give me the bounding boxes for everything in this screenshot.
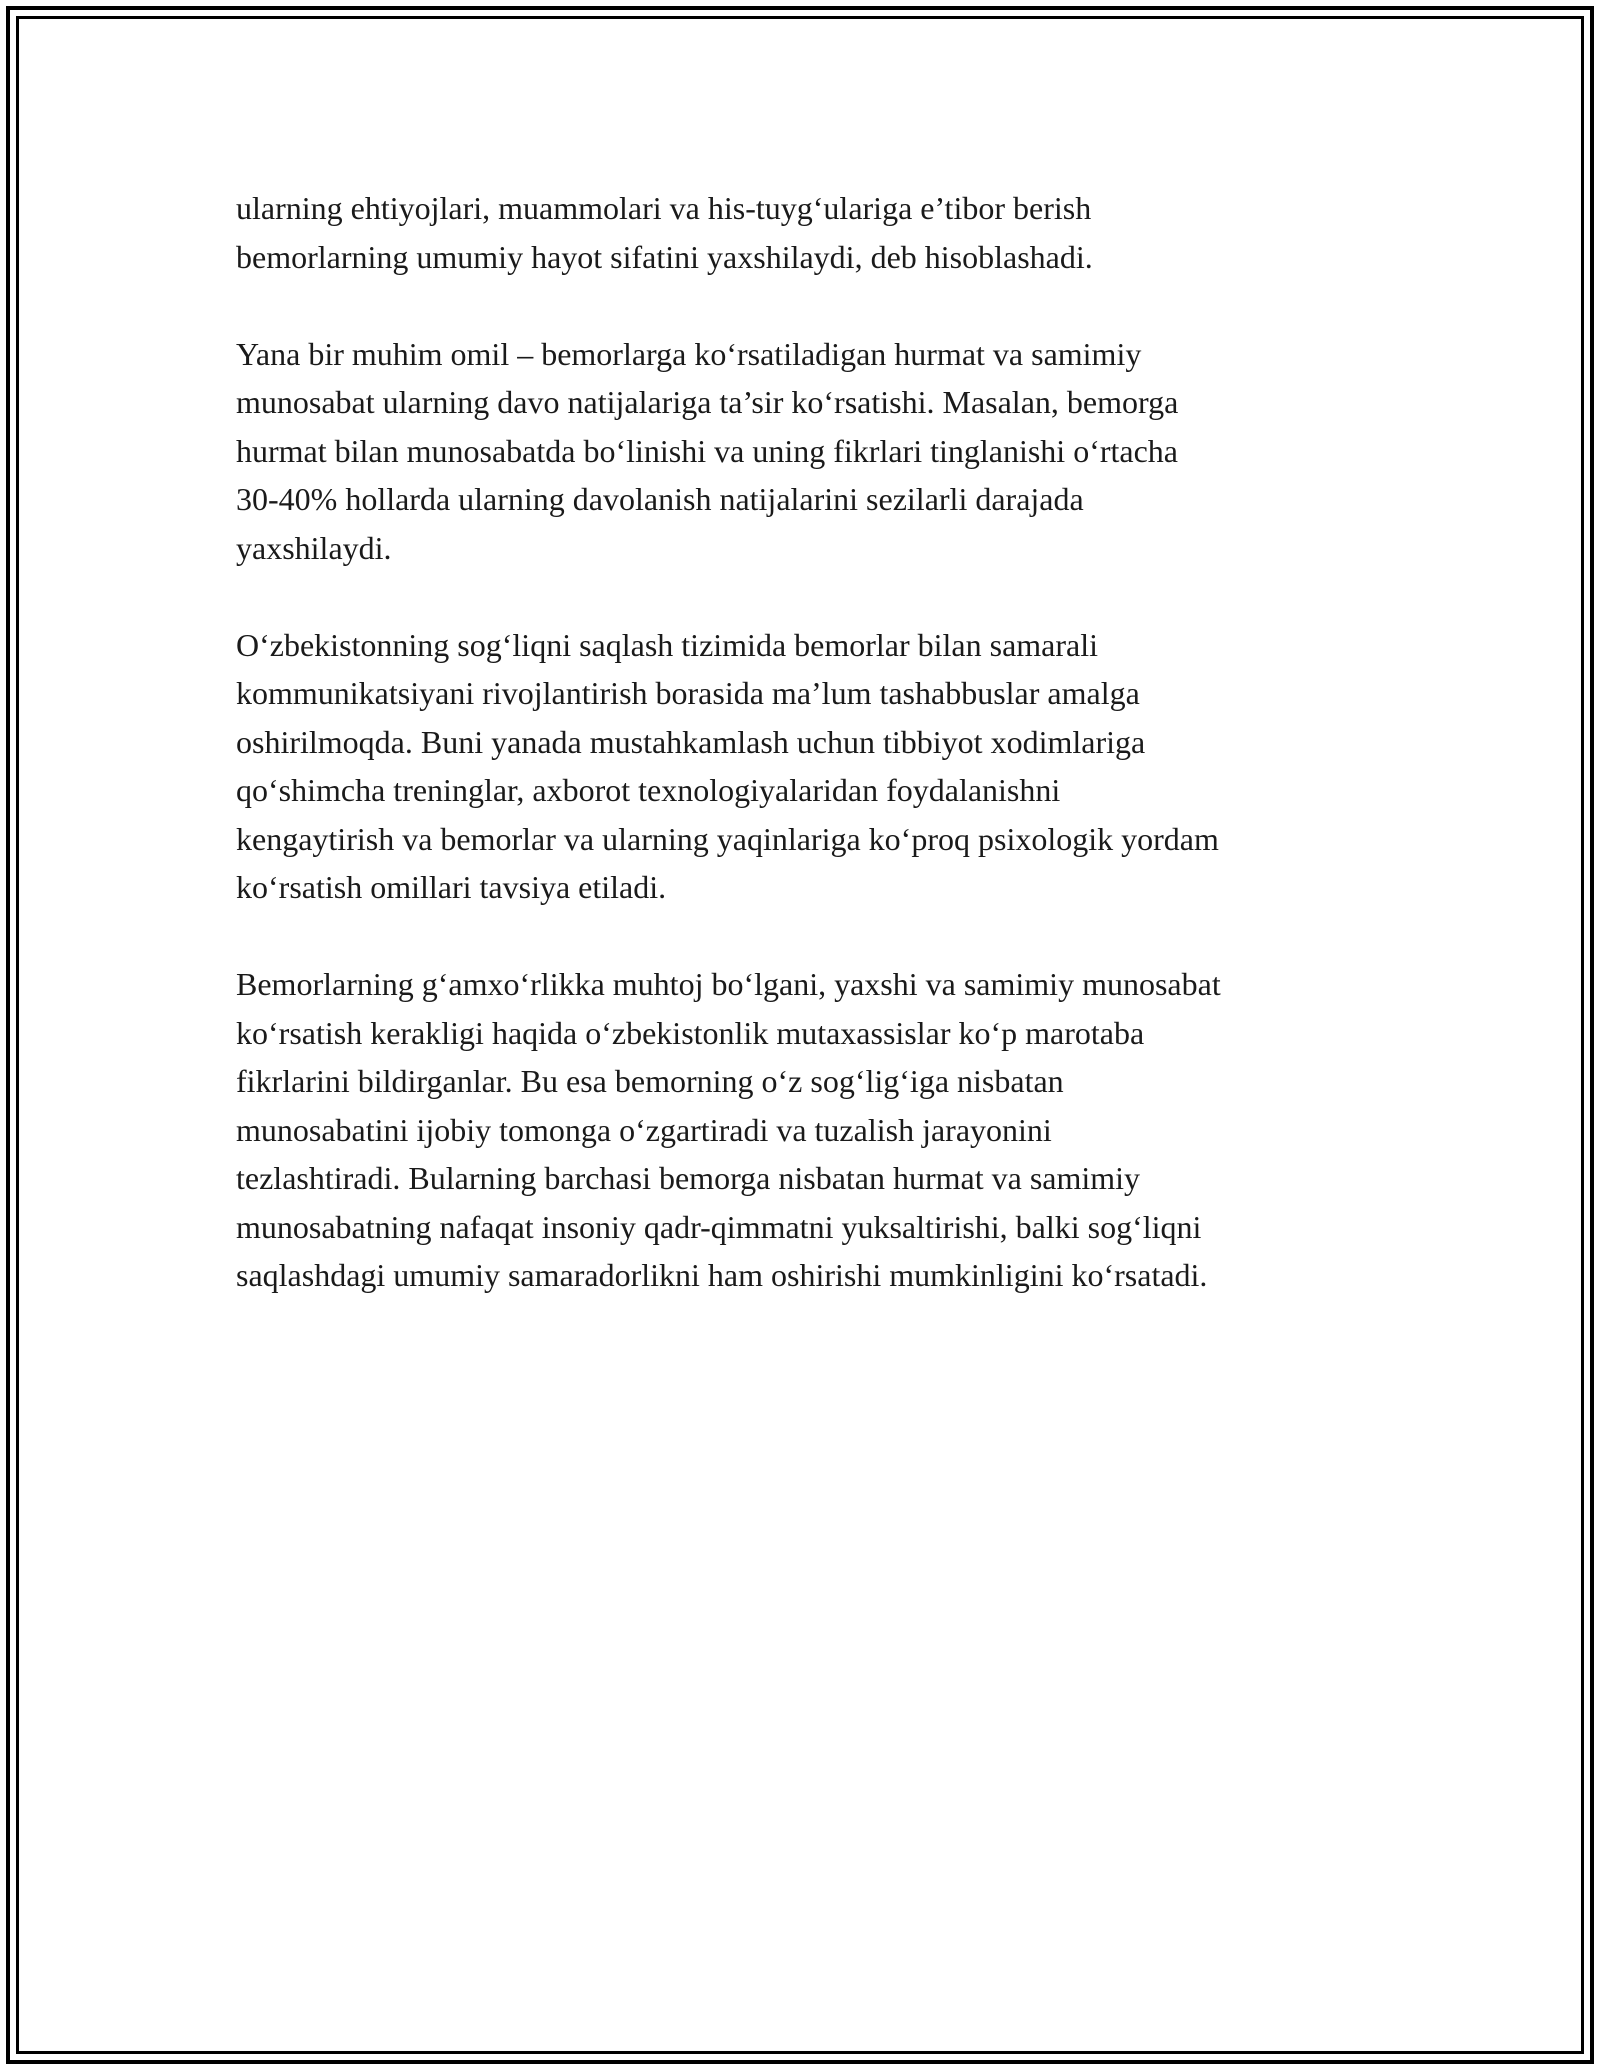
text-line: ularning ehtiyojlari, muammolari va his-tuyg‘ulariga e’tibor berish: [236, 190, 1092, 226]
text-line: O‘zbekistonning sog‘liqni saqlash tizimida bemorlar bilan samarali: [236, 626, 1099, 663]
text-line: ko‘rsatish omillari tavsiya etiladi.: [236, 869, 667, 905]
paragraph-3: [236, 621, 1386, 912]
text-line: oshirilmoqda. Buni yanada mustahkamlash uchun tibbiyot xodimlariga: [236, 723, 1146, 760]
text-line: munosabat ularning davo natijalariga ta’sir ko‘rsatishi. Masalan, bemorga: [236, 384, 1179, 420]
text-line: fikrlarini bildirganlar. Bu esa bemorning o‘z sog‘lig‘iga nisbatan: [236, 1063, 1064, 1099]
text-line: munosabatini ijobiy tomonga o‘zgartiradi va tuzalish jarayonini: [236, 1111, 1052, 1148]
text-line: kommunikatsiyani rivojlantirish borasida ma’lum tashabbuslar amalga: [236, 675, 1140, 711]
text-line: ko‘rsatish kerakligi haqida o‘zbekistonlik mutaxassislar ko‘p marotaba: [236, 1014, 1145, 1051]
text-line: bemorlarning umumiy hayot sifatini yaxshilaydi, deb hisoblashadi.: [236, 238, 1093, 275]
text-line: hurmat bilan munosabatda bo‘linishi va uning fikrlari tinglanishi o‘rtacha: [236, 432, 1178, 469]
paragraph-4: [236, 960, 1386, 1300]
text-line: Bemorlarning g‘amxo‘rlikka muhtoj bo‘lgani, yaxshi va samimiy munosabat: [236, 966, 1221, 1002]
paragraph-2: [236, 330, 1386, 573]
text-line: munosabatning nafaqat insoniy qadr-qimmatni yuksaltirishi, balki sog‘liqni: [236, 1208, 1202, 1245]
paragraph-1: [236, 184, 1386, 281]
text-line: Yana bir muhim omil – bemorlarga ko‘rsatiladigan hurmat va samimiy: [236, 335, 1142, 372]
text-line: kengaytirish va bemorlar va ularning yaqinlariga ko‘proq psixologik yordam: [236, 820, 1219, 857]
text-line: saqlashdagi umumiy samaradorlikni ham oshirishi mumkinligini ko‘rsatadi.: [236, 1257, 1208, 1293]
text-line: qo‘shimcha treninglar, axborot texnologiyalaridan foydalanishni: [236, 772, 1061, 808]
text-line: yaxshilaydi.: [236, 529, 392, 566]
document-body: [236, 184, 1386, 1348]
text-line: 30-40% hollarda ularning davolanish natijalarini sezilarli darajada: [236, 481, 1084, 517]
text-line: tezlashtiradi. Bularning barchasi bemorga nisbatan hurmat va samimiy: [236, 1160, 1141, 1196]
